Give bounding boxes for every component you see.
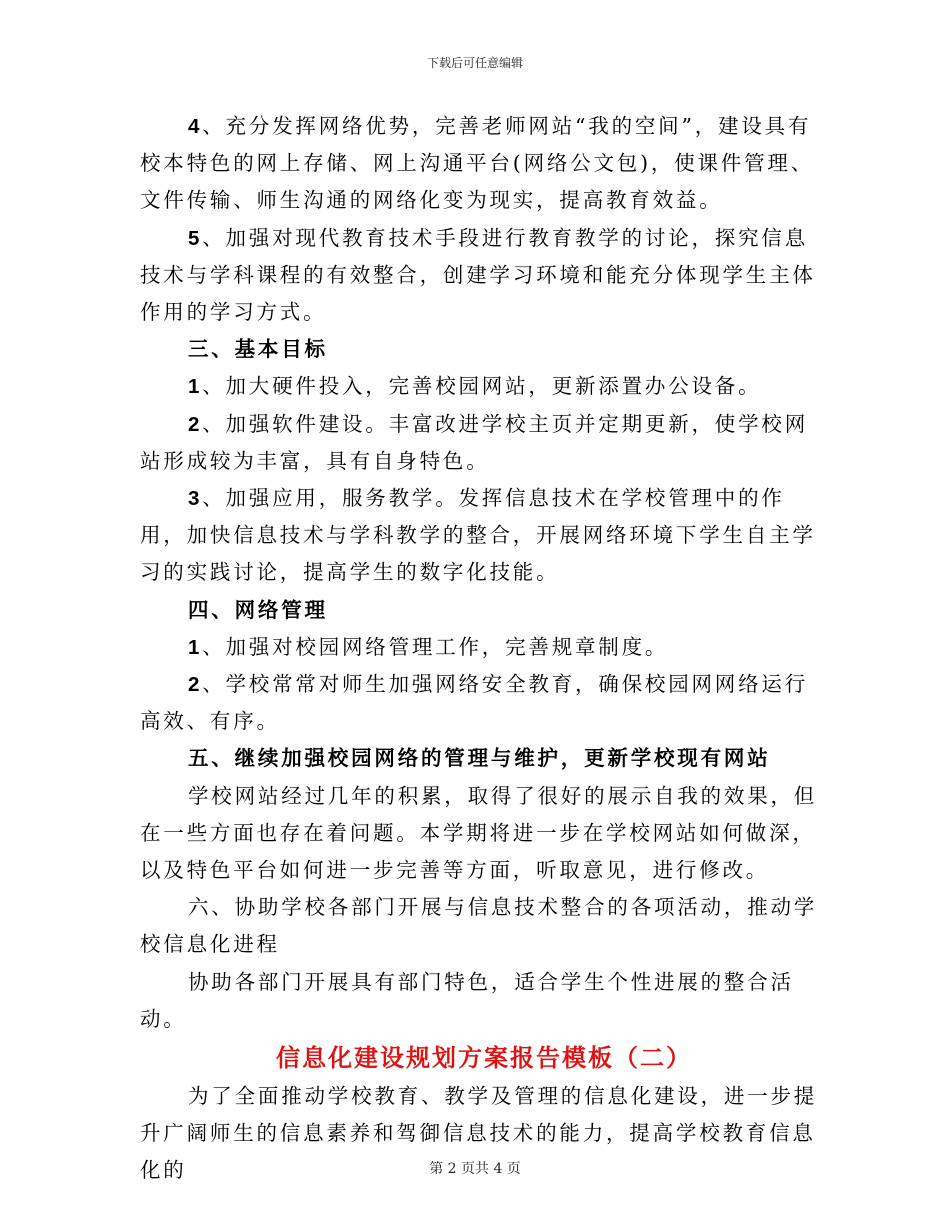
paragraph-text: 、加强软件建设。丰富改进学校主页并定期更新，使学校网站形成较为丰富，具有自身特色。 [140,411,809,473]
item-number: 2 [188,412,203,436]
red-title: 信息化建设规划方案报告模板（二） [276,1043,692,1073]
section-six-paragraph: 六、协助学校各部门开展与信息技术整合的各项活动，推动学校信息化进程 [140,895,818,957]
section-heading-basic-goals: 三、基本目标 [188,337,328,362]
section-heading-website-maintenance: 五、继续加强校园网络的管理与维护，更新学校现有网站 [188,746,771,771]
item-number: 2 [188,673,203,697]
page-header: 下载后可任意编辑 [426,56,523,70]
paragraph-text: 、加强对校园网络管理工作，完善规章制度。 [202,634,669,659]
paragraph-5 [140,220,820,332]
paragraph-text: 、学校常常对师生加强网络安全教育，确保校园网网络运行高效、有序。 [140,672,809,734]
item-number: 4 [188,115,203,138]
website-paragraph: 学校网站经过几年的积累，取得了很好的展示自我的效果，但在一些方面也存在着问题。本学期将进一步在学校网站如何做深，以及特色平台如何进一步完善等方面，听取意见，进行修改。 [140,783,818,883]
paragraph-4 [140,108,820,220]
document-body [140,108,820,1190]
coordination-paragraph: 协助各部门开展具有部门特色，适合学生个性进展的整合活动。 [140,969,794,1031]
item-number: 1 [188,635,203,659]
section-heading-network-management: 四、网络管理 [188,597,328,622]
management-2 [140,666,820,740]
page-footer: 第 2 页共 4 页 [429,1161,521,1177]
goal-3 [140,480,820,592]
goal-1 [140,368,820,405]
paragraph-text: 、充分发挥网络优势，完善老师网站“我的空间”，建设具有校本特色的网上存储、网上沟通平台(网络公文包)，使课件管理、文件传输、师生沟通的网络化变为现实，提高教育效益。 [140,114,814,213]
management-1 [140,629,820,666]
goal-2 [140,406,820,480]
item-number: 3 [188,487,203,511]
item-number: 1 [188,375,203,399]
paragraph-text: 、加强对现代教育技术手段进行教育教学的讨论，探究信息技术与学科课程的有效整合，创建学习环境和能充分体现学生主体作用的学习方式。 [140,225,816,325]
item-number: 5 [188,226,203,250]
paragraph-text: 、加大硬件投入，完善校园网站，更新添置办公设备。 [202,374,762,399]
closing-paragraph: 为了全面推动学校教育、教学及管理的信息化建设，进一步提升广阔师生的信息素养和驾御信息技术的能力，提高学校教育信息化的 [140,1084,818,1183]
paragraph-text: 、加强应用，服务教学。发挥信息技术在学校管理中的作用，加快信息技术与学科教学的整合，开展网络环境下学生自主学习的实践讨论，提高学生的数字化技能。 [140,486,816,585]
